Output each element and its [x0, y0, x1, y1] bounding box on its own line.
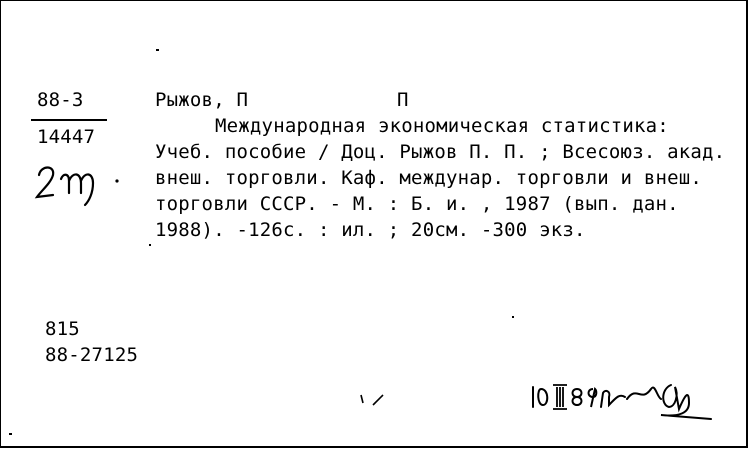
heading-letter: П	[397, 89, 409, 111]
speck	[512, 316, 514, 318]
speck	[9, 433, 12, 435]
accession-code: 88-27125	[45, 344, 139, 366]
handwritten-date-signature	[529, 375, 719, 425]
handwritten-mark	[31, 159, 126, 209]
description-line: 1988). -126с. : ил. ; 20см. -300 экз.	[155, 219, 586, 241]
call-number-bottom: 14447	[37, 126, 96, 148]
call-number-divider	[31, 119, 107, 121]
description-line: Учеб. пособие / Доц. Рыжов П. П. ; Всесоюз. акад.	[155, 141, 726, 163]
speck	[156, 49, 159, 51]
classification-code: 815	[45, 318, 80, 340]
description-line: торговли СССР. - М. : Б. и. , 1987 (вып. дан.	[155, 193, 679, 215]
pencil-tick-mark	[357, 391, 387, 411]
author-heading: Рыжов, П	[155, 89, 249, 111]
description-line: внеш. торговли. Каф. междунар. торговли и внеш.	[155, 167, 703, 189]
call-number-top: 88-3	[37, 89, 84, 111]
speck	[149, 244, 151, 246]
description-line: Международная экономическая статистика:	[215, 115, 669, 137]
